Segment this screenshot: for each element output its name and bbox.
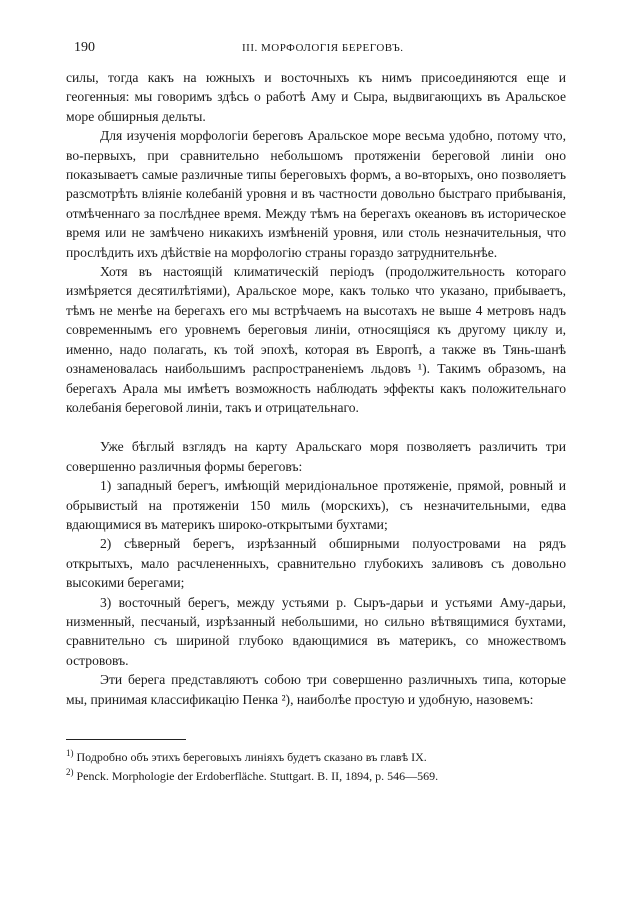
footnote (66, 746, 566, 765)
list-item: 2) сѣверный берегъ, изрѣзанный обширными полуостровами на рядъ открытыхъ, мало расчлененныхъ, сравнительно глубокихъ заливовъ съ довольно высокими берегами; (66, 536, 566, 591)
section-gap (66, 417, 566, 437)
body-text (66, 68, 566, 709)
paragraph: силы, тогда какъ на южныхъ и восточныхъ къ нимъ присоединяются еще и геогенныя: мы говоримъ здѣсь о работѣ Аму и Сыра, выдвигающихъ въ Аральское море обширныя дельты. (66, 70, 566, 124)
footnote (66, 765, 566, 784)
footnote-text: Penck. Morphologie der Erdoberfläche. Stuttgart. B. II, 1894, p. 546—569. (76, 769, 439, 783)
footnotes (66, 746, 566, 784)
paragraph: Эти берега представляютъ собою три совершенно различныхъ типа, которые мы, принимая классификацію Пенка ²), наиболѣе простую и удобную, назовемъ: (66, 672, 566, 707)
footnote-mark: 1) (66, 748, 74, 758)
page-number: 190 (74, 40, 95, 55)
page (66, 40, 566, 784)
paragraph: Хотя въ настоящій климатическій періодъ (продолжительность котораго измѣряется десятилѣтіями), Аральское море, какъ только что указано, прибываетъ, тѣмъ не менѣе на берегахъ его мы встрѣчаемъ на высотахъ не выше 4 метровъ надъ современнымъ его уровнемъ береговыя линіи, относящіяся къ другому циклу и, именно, надо полагать, къ той эпохѣ, которая въ Европѣ, а также въ Тянь-шанѣ ознаменовалась наибольшимъ распространеніемъ льдовъ ¹). Такимъ образомъ, на берегахъ Арала мы имѣетъ возможность наблюдать эффекты какъ положительнаго колебанія береговой линіи, такъ и отрицательнаго. (66, 264, 566, 415)
page-header (66, 40, 566, 60)
running-title: III. МОРФОЛОГIЯ БЕРЕГОВЪ. (242, 42, 404, 54)
footnote-text: Подробно объ этихъ береговыхъ линіяхъ будетъ сказано въ главѣ IX. (76, 750, 427, 764)
list-item: 3) восточный берегъ, между устьями р. Сыръ-дарьи и устьями Аму-дарьи, низменный, песчаный, изрѣзанный небольшими, но сильно вѣтвящимися бухтами, сравнительно съ шириной глубоко вдающимися въ материкъ, со множествомъ острововъ. (66, 594, 566, 668)
list-item: 1) западный берегъ, имѣющій меридіональное протяженіе, прямой, ровный и обрывистый на протяженіи 150 миль (морскихъ), съ незначительными, едва вдающимися въ материкъ широко-открытыми бухтами; (66, 478, 566, 532)
footnote-mark: 2) (66, 767, 74, 777)
paragraph: Уже бѣглый взглядъ на карту Аральскаго моря позволяетъ различить три совершенно различныя формы береговъ: (66, 439, 566, 474)
footnote-divider (66, 739, 186, 740)
paragraph: Для изученія морфологіи береговъ Аральское море весьма удобно, потому что, во-первыхъ, при сравнительно небольшомъ протяженіи береговой линіи оно показываетъ самые различные типы береговыхъ формъ, а во-вторыхъ, оно позволяетъ разсмотрѣть вліяніе колебаній уровня и въ частности довольно быстраго прибыванія, отмѣченнаго за послѣднее время. Между тѣмъ на берегахъ океановъ въ историческое время или не замѣчено никакихъ измѣненій уровня, или столь незначительныя, что прослѣдить ихъ дѣйствіе на морфологію страны гораздо затруднительнѣе. (66, 128, 566, 260)
